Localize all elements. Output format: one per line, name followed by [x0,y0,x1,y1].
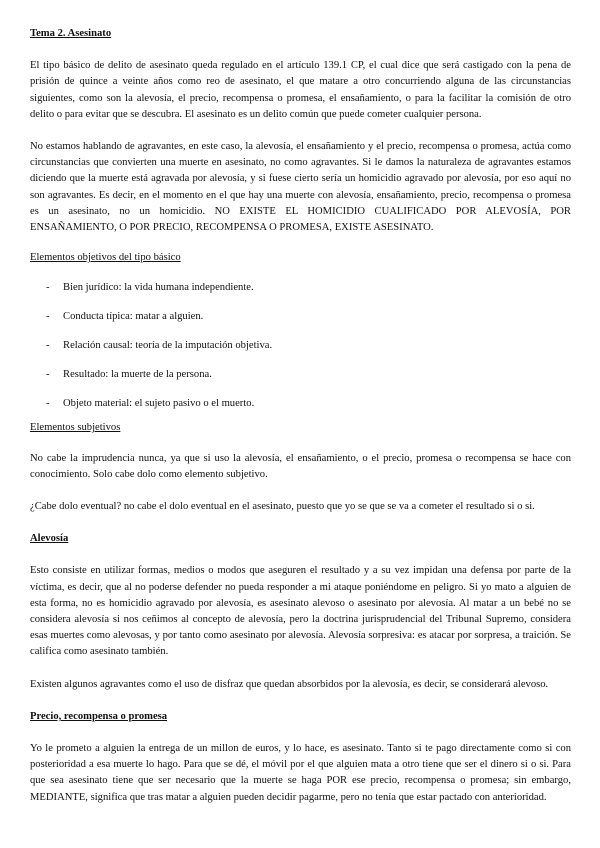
paragraph-dolo-eventual: ¿Cabe dolo eventual? no cabe el dolo eventual en el asesinato, puesto que yo se que se va a cometer el resultado si o si. [30,501,535,513]
dash-bullet: - [46,340,50,352]
paragraph-not-aggravating: No estamos hablando de agravantes, en este caso, la alevosía, el ensañamiento y el precio, recompensa o promesa, actúa como circunstancias que convierten una muerte en asesinato, no como agravantes. Si le damos la naturaleza de agravantes estamos diciendo que la muerte está agravada por alevosía, y si fuese cierto sería un homicidio agravado por alevosía, por eso aquí no son agravantes. Es decir, en el momento en el que hay una muerte con alevosía, ensañamiento, precio, recompensa o promesa es un asesinato, no un homicidio. NO EXISTE EL HOMICIDIO CUALIFICADO POR ALEVOSÍA, POR ENSAÑAMIENTO, O POR PRECIO, RECOMPENSA O PROMESA, EXISTE ASESINATO. [30,141,571,234]
list-item: - Bien jurídico: la vida humana independiente. [30,280,571,309]
list-item: - Objeto material: el sujeto pasivo o el muerto. [30,396,571,420]
precio-heading: Precio, recompensa o promesa [30,710,168,722]
paragraph-disguise: Existen algunos agravantes como el uso de disfraz que quedan absorbidos por la alevosía, es decir, se considerará alevoso. [30,678,549,690]
objective-elements-heading: Elementos objetivos del tipo básico [30,252,181,264]
paragraph-no-imprudence: No cabe la imprudencia nunca, ya que si uso la alevosía, el ensañamiento, o el precio, promesa o recompensa se hace con conocimiento. Solo cabe dolo como elemento subjetivo. [30,452,571,480]
dash-bullet: - [46,369,50,381]
page-title: Tema 2. Asesinato [30,28,112,39]
subjective-elements-heading: Elementos subjetivos [30,422,121,434]
dash-bullet: - [46,282,50,294]
list-item: - Resultado: la muerte de la persona. [30,367,571,396]
document-page [30,26,571,806]
list-item: - Conducta típica: matar a alguien. [30,309,571,338]
paragraph-intro: El tipo básico de delito de asesinato queda regulado en el artículo 139.1 CP, el cual dice que será castigado con la pena de prisión de quince a veinte años como reo de asesinato, el que matare a otro concurriendo alguna de las circunstancias siguientes, como son la alevosía, el precio, recompensa o promesa, el ensañamiento, o para la facilitar la comisión de otro delito o para evitar que se descubra. El asesinato es un delito común que puede cometer cualquier persona. [30,60,571,120]
list-item: - Relación causal: teoría de la imputación objetiva. [30,338,571,367]
dash-bullet: - [46,398,50,410]
alevosia-heading: Alevosía [30,533,69,545]
paragraph-alevosia: Esto consiste en utilizar formas, medios o modos que aseguren el resultado y a su vez impidan una defensa por parte de la víctima, es decir, que al no poderse defender no pueda responder a mi ataque poniéndome en peligro. Si yo mato a alguien de esta forma, no es homicidio agravado por alevosía, es asesinato alevoso o asesinato por alevosía. Al matar a un bebé no se considera alevosía si nos ceñimos al concepto de alevosía, pero la doctrina jurisprudencial del Tribunal Supremo, considera esas muertes como alevosas, y por tanto como asesinato por alevosía. Alevosía sorpresiva: es atacar por sorpresa, a traición. Se califica como asesinato también. [30,565,571,658]
dash-bullet: - [46,311,50,323]
objective-elements-list [30,280,571,420]
paragraph-precio: Yo le prometo a alguien la entrega de un millon de euros, y lo hace, es asesinato. Tanto si te pago directamente como si con posterioridad a esa muerte lo hago. Para que se dé, el móvil por el que alguien mata a otro tiene que ser el dinero si o si. Para que sea asesinato tiene que ser necesario que la muerte se haga POR ese precio, recompensa o promesa; sin embargo, MEDIANTE, significa que tras matar a alguien pueden decidir pagarme, pero no tenía que estar pactado con anterioridad. [30,743,571,803]
